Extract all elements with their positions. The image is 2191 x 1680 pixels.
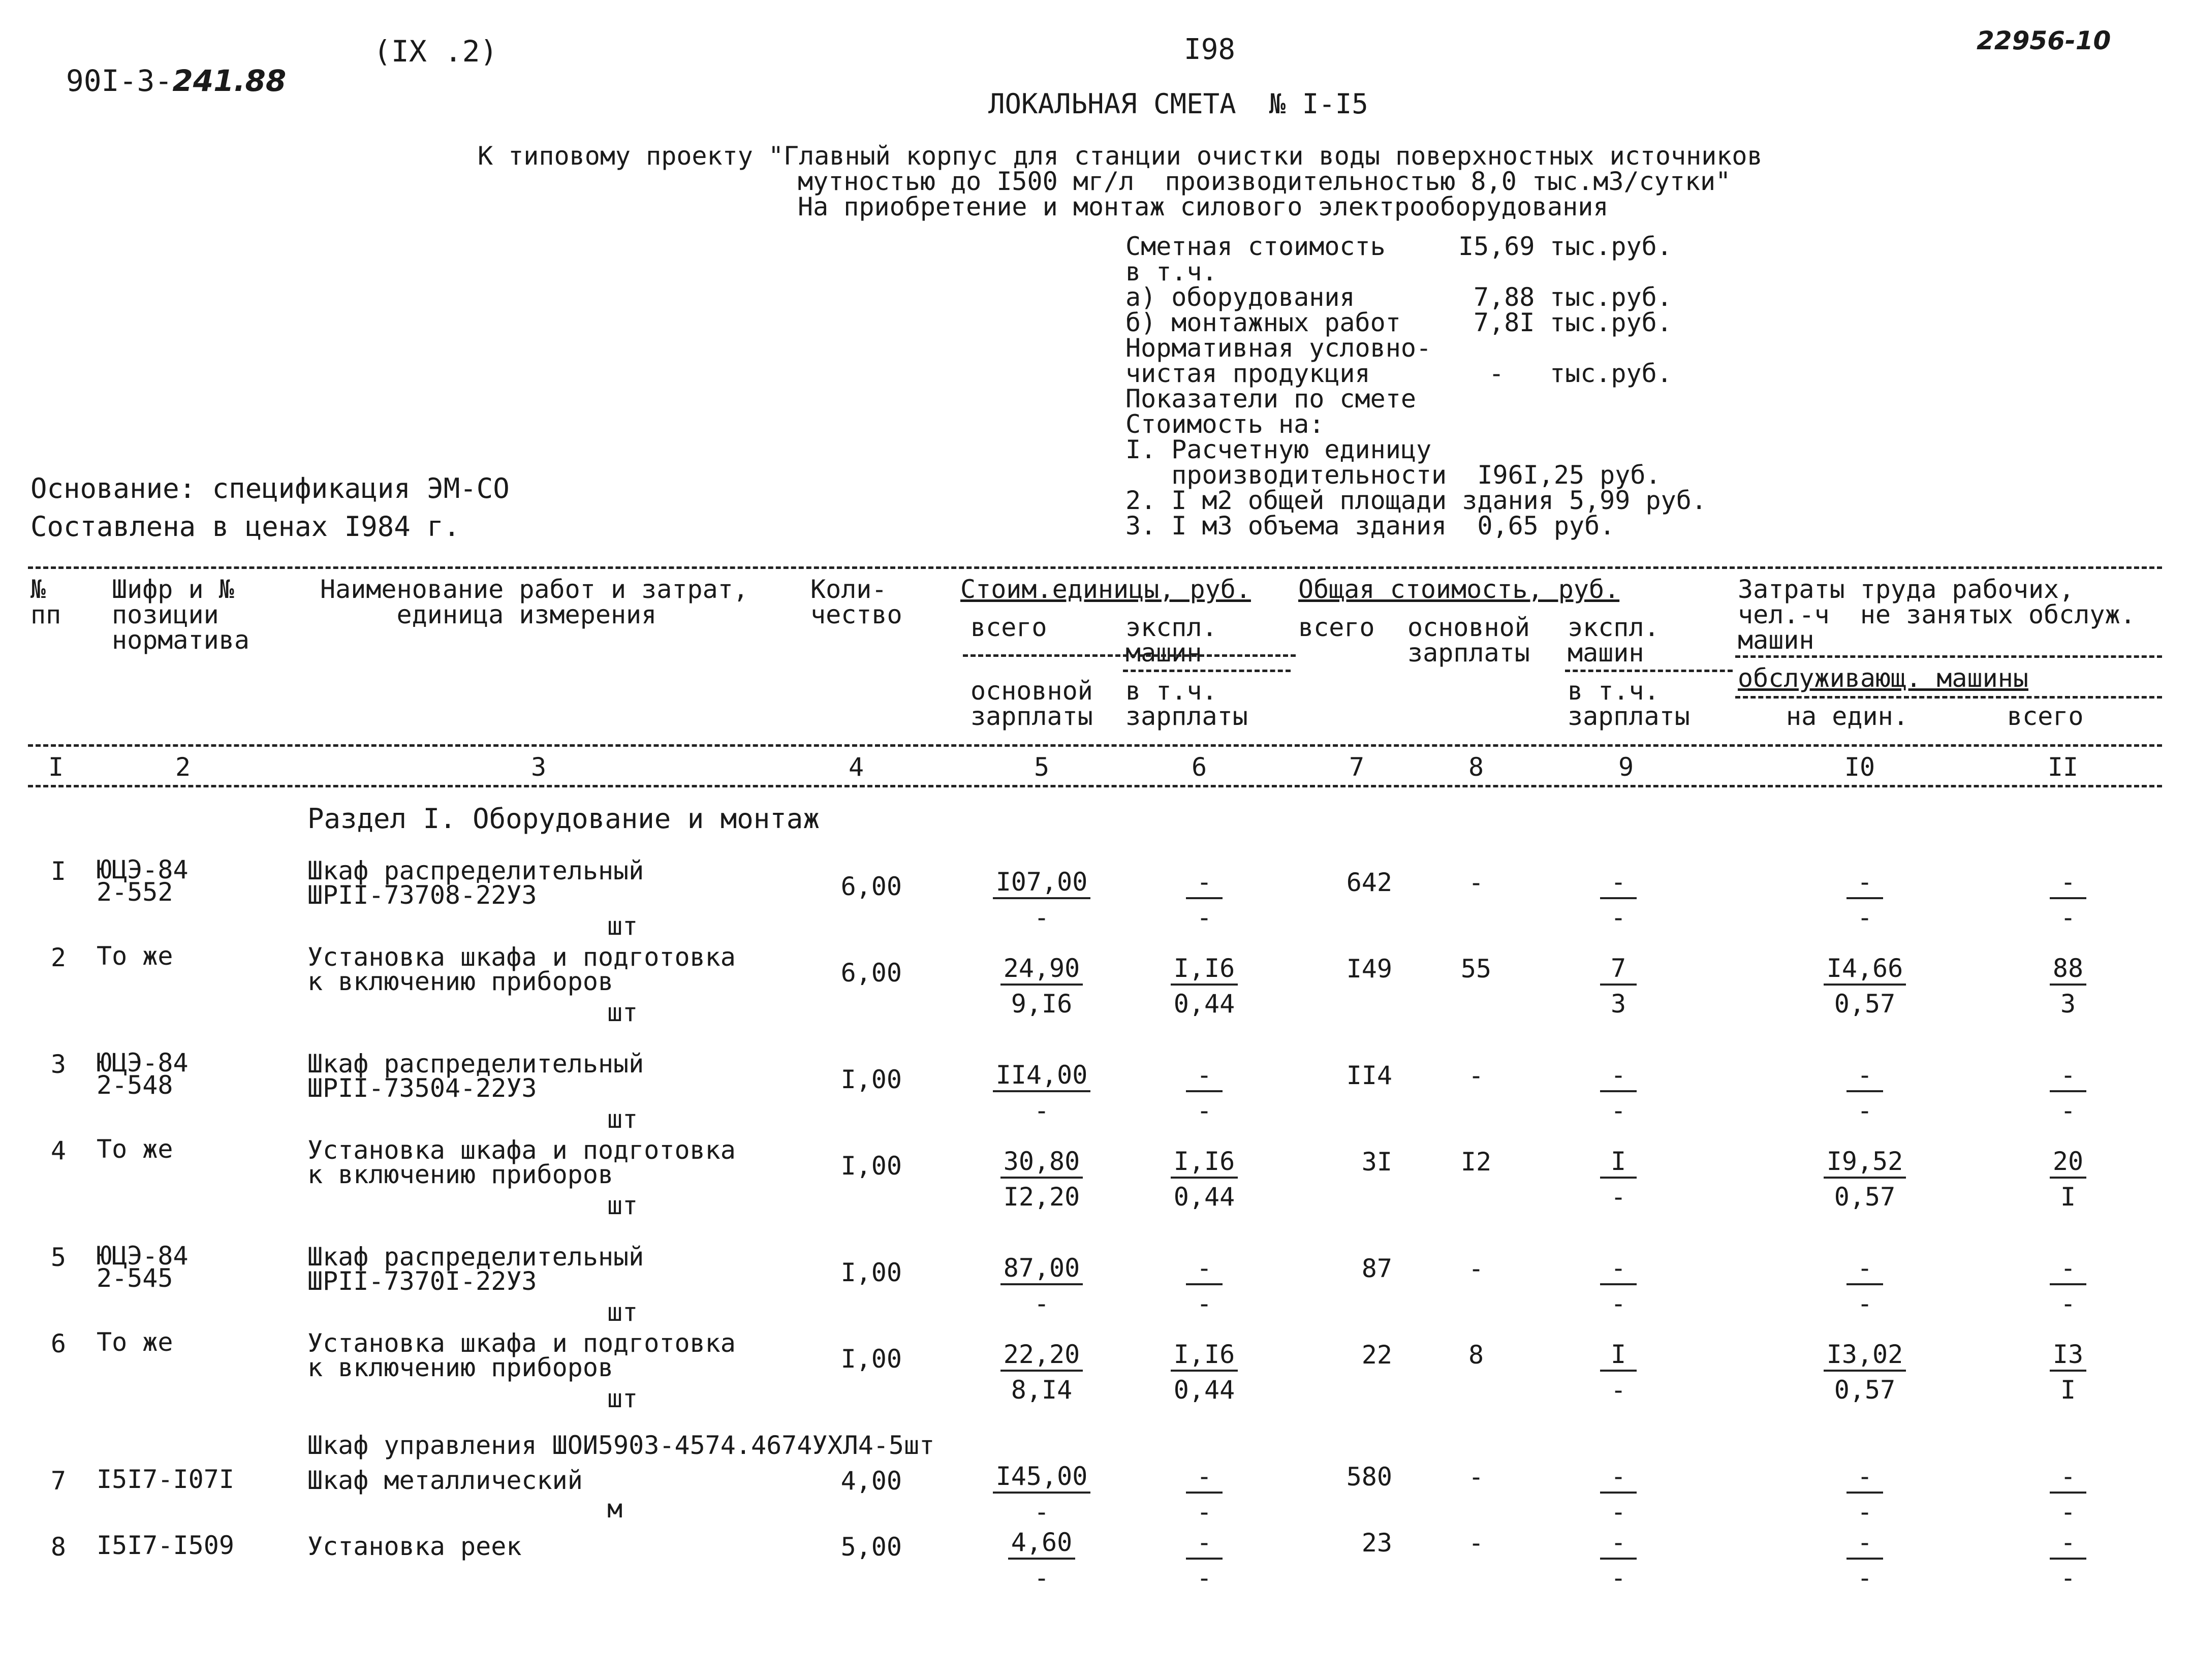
- archive-stamp: 22956-10: [1977, 26, 2111, 55]
- price-basis-note: Составлена в ценах I984 г.: [30, 511, 460, 543]
- row-code: I5I7-I07I: [97, 1465, 234, 1494]
- project-line-1: К типовому проекту "Главный корпус для станции очистки воды поверхностных источников: [478, 141, 1763, 171]
- summary-value: 7,8I: [1474, 308, 1535, 337]
- fraction-numerator: -: [1846, 1529, 1883, 1560]
- fraction-denominator: -: [1196, 903, 1212, 932]
- subheading: Шкаф управления ШОИ5903-4574.4674УХЛ4-5шт: [307, 1431, 935, 1460]
- row-fraction-c6: [1138, 955, 1270, 1020]
- row-fraction-c5: [976, 1255, 1108, 1320]
- row-fraction-c9: [1552, 1341, 1684, 1406]
- row-name: Установка шкафа и подготовка к включению приборов: [307, 1135, 736, 1189]
- fraction-numerator: -: [2050, 1529, 2086, 1560]
- fraction-denominator: -: [1857, 1563, 1873, 1593]
- row-fraction-c9: [1552, 1463, 1684, 1528]
- fraction-denominator: -: [1610, 903, 1626, 932]
- row-unit: шт: [607, 1191, 638, 1220]
- row-quantity: 6,00: [840, 872, 902, 901]
- row-unit: м: [607, 1494, 623, 1524]
- fraction-numerator: -: [1186, 869, 1223, 899]
- row-number: 3: [50, 1050, 66, 1079]
- fraction-numerator: 87,00: [1000, 1255, 1083, 1285]
- fraction-denominator: -: [1034, 1563, 1050, 1593]
- header-quantity: Коли- чество: [810, 575, 902, 629]
- row-fraction-c6: [1138, 1529, 1270, 1594]
- row-fraction-c11: [2002, 1255, 2134, 1320]
- header-code: Шифр и № позиции норматива: [112, 575, 249, 655]
- fraction-numerator: 24,90: [1000, 955, 1083, 986]
- fraction-numerator: I: [1600, 1341, 1637, 1372]
- column-number: 7: [1349, 752, 1365, 782]
- fraction-denominator: 0,57: [1834, 989, 1896, 1019]
- fraction-numerator: -: [1186, 1463, 1223, 1494]
- row-fraction-c5: [976, 1341, 1108, 1406]
- fraction-denominator: 0,57: [1834, 1375, 1896, 1405]
- row-fraction-c11: [2002, 1341, 2134, 1406]
- row-number: 8: [50, 1532, 66, 1562]
- row-fraction-c5: [976, 1529, 1108, 1594]
- header-sub-rule: [1735, 696, 2162, 699]
- row-fraction-c10: [1799, 1255, 1931, 1320]
- document-title: ЛОКАЛЬНАЯ СМЕТА № I-I5: [988, 88, 1368, 120]
- fraction-numerator: -: [1186, 1529, 1223, 1560]
- row-fraction-c10: [1799, 1463, 1931, 1528]
- fraction-denominator: I: [2060, 1182, 2076, 1212]
- header-unit-total: всего: [971, 613, 1047, 642]
- row-total-wages: 8: [1468, 1340, 1484, 1370]
- fraction-numerator: 30,80: [1000, 1148, 1083, 1179]
- row-fraction-c11: [2002, 1062, 2134, 1127]
- row-number: 4: [50, 1136, 66, 1165]
- row-fraction-c9: [1552, 1255, 1684, 1320]
- row-unit: шт: [607, 1297, 638, 1327]
- header-total-wages: основной зарплаты: [1407, 613, 1530, 668]
- row-total-wages: -: [1468, 1061, 1484, 1090]
- row-fraction-c11: [2002, 1463, 2134, 1528]
- fraction-numerator: 20: [2050, 1148, 2086, 1179]
- fraction-denominator: -: [2060, 1289, 2076, 1318]
- header-labor-per-unit: на един.: [1786, 702, 1908, 731]
- summary-value: I5,69: [1458, 232, 1535, 261]
- column-number: I: [48, 752, 64, 782]
- header-total-machines: экспл. машин: [1568, 613, 1660, 668]
- summary-label: а) оборудования: [1125, 282, 1355, 312]
- row-fraction-c11: [2002, 1148, 2134, 1213]
- row-fraction-c9: [1552, 1148, 1684, 1213]
- summary-unit: тыс.руб.: [1550, 232, 1672, 261]
- row-fraction-c11: [2002, 1529, 2134, 1594]
- summary-label: 2. I м2 общей площади здания 5,99 руб.: [1125, 486, 1707, 515]
- fraction-denominator: 9,I6: [1011, 989, 1073, 1019]
- fraction-denominator: -: [1857, 1497, 1873, 1527]
- row-number: 2: [50, 943, 66, 972]
- row-total-wages: I2: [1460, 1147, 1492, 1177]
- summary-unit: тыс.руб.: [1550, 359, 1672, 388]
- fraction-denominator: -: [1610, 1563, 1626, 1593]
- summary-label: Сметная стоимость: [1125, 232, 1386, 261]
- row-name: Шкаф распределительный ШРII-73708-22У3: [307, 856, 644, 910]
- fraction-numerator: -: [2050, 869, 2086, 899]
- row-total-cost: 22: [1361, 1340, 1392, 1370]
- header-labor-serving: обслуживающ. машины: [1738, 663, 2028, 693]
- header-unit-machine-wages: в т.ч. зарплаты: [1125, 676, 1248, 731]
- row-quantity: 4,00: [840, 1466, 902, 1496]
- fraction-numerator: I,I6: [1171, 1148, 1238, 1179]
- row-code: I5I7-I509: [97, 1531, 234, 1560]
- header-top-rule: [28, 566, 2162, 569]
- fraction-numerator: -: [1846, 1463, 1883, 1494]
- row-name: Шкаф распределительный ШРII-73504-22У3: [307, 1049, 644, 1103]
- row-quantity: I,00: [840, 1344, 902, 1374]
- fraction-denominator: -: [1610, 1497, 1626, 1527]
- fraction-numerator: I9,52: [1824, 1148, 1906, 1179]
- fraction-denominator: 0,44: [1173, 1182, 1235, 1212]
- row-unit: шт: [607, 911, 638, 941]
- row-fraction-c5: [976, 1148, 1108, 1213]
- fraction-denominator: -: [1034, 1096, 1050, 1125]
- row-fraction-c10: [1799, 1341, 1931, 1406]
- summary-label: I. Расчетную единицу: [1125, 435, 1432, 464]
- fraction-denominator: -: [1196, 1096, 1212, 1125]
- row-fraction-c6: [1138, 1255, 1270, 1320]
- fraction-denominator: -: [2060, 1497, 2076, 1527]
- row-quantity: I,00: [840, 1065, 902, 1094]
- fraction-numerator: I4,66: [1824, 955, 1906, 986]
- column-number: 4: [848, 752, 864, 782]
- row-fraction-c5: [976, 955, 1108, 1020]
- fraction-numerator: 88: [2050, 955, 2086, 986]
- header-name: Наименование работ и затрат, единица измерения: [320, 575, 748, 629]
- summary-label: Стоимость на:: [1125, 409, 1325, 439]
- row-total-cost: 3I: [1361, 1147, 1392, 1177]
- fraction-denominator: -: [1034, 903, 1050, 932]
- row-fraction-c11: [2002, 869, 2134, 934]
- row-fraction-c9: [1552, 1529, 1684, 1594]
- fraction-numerator: -: [1186, 1255, 1223, 1285]
- row-code: То же: [97, 1327, 173, 1357]
- header-bottom-rule: [28, 744, 2162, 747]
- page-number: I98: [1184, 33, 1236, 66]
- row-total-cost: 23: [1361, 1528, 1392, 1558]
- part-number: (IX .2): [373, 34, 498, 69]
- project-line-3: На приобретение и монтаж силового электрооборудования: [798, 192, 1609, 221]
- row-name: Установка шкафа и подготовка к включению приборов: [307, 942, 736, 996]
- summary-label: 3. I м3 объема здания 0,65 руб.: [1125, 511, 1615, 541]
- row-fraction-c5: [976, 1463, 1108, 1528]
- fraction-numerator: -: [1846, 1255, 1883, 1285]
- header-sub-rule: [1565, 670, 1733, 672]
- project-line-2: мутностью до I500 мг/л производительностью 8,0 тыс.м3/сутки": [798, 167, 1731, 196]
- row-total-cost: II4: [1346, 1061, 1392, 1090]
- summary-label: чистая продукция: [1125, 359, 1370, 388]
- fraction-denominator: -: [1857, 1096, 1873, 1125]
- row-number: 7: [50, 1466, 66, 1496]
- fraction-denominator: -: [1196, 1563, 1212, 1593]
- header-total-machine-wages: в т.ч. зарплаты: [1568, 676, 1690, 731]
- row-fraction-c6: [1138, 1062, 1270, 1127]
- row-fraction-c11: [2002, 955, 2134, 1020]
- row-unit: шт: [607, 1384, 638, 1413]
- document-code-handwritten: 241.88: [172, 64, 287, 98]
- column-number: 5: [1034, 752, 1050, 782]
- row-total-cost: 87: [1361, 1254, 1392, 1283]
- row-code: То же: [97, 1134, 173, 1164]
- fraction-denominator: -: [1610, 1096, 1626, 1125]
- fraction-denominator: -: [1196, 1289, 1212, 1318]
- fraction-numerator: -: [1186, 1062, 1223, 1092]
- row-total-wages: -: [1468, 1528, 1484, 1558]
- fraction-numerator: -: [1600, 1062, 1637, 1092]
- row-number: 6: [50, 1329, 66, 1358]
- row-total-cost: I49: [1346, 954, 1392, 984]
- row-total-cost: 580: [1346, 1462, 1392, 1492]
- row-name: Установка реек: [307, 1532, 522, 1561]
- document-code-print: 90I-3-: [66, 64, 173, 98]
- fraction-denominator: -: [1034, 1289, 1050, 1318]
- row-unit: шт: [607, 1104, 638, 1134]
- fraction-numerator: 4,60: [1008, 1529, 1075, 1560]
- row-fraction-c10: [1799, 869, 1931, 934]
- fraction-numerator: I45,00: [993, 1463, 1091, 1494]
- row-code: ЮЦЭ-84 2-548: [97, 1048, 189, 1100]
- header-number: № пп: [30, 575, 61, 629]
- row-fraction-c10: [1799, 1148, 1931, 1213]
- row-fraction-c10: [1799, 1062, 1931, 1127]
- row-total-wages: 55: [1460, 954, 1492, 984]
- row-name: Шкаф распределительный ШРII-7370I-22У3: [307, 1242, 644, 1296]
- header-sub-rule: [1735, 655, 2162, 658]
- fraction-numerator: -: [1600, 1255, 1637, 1285]
- fraction-numerator: I07,00: [993, 869, 1091, 899]
- fraction-denominator: 3: [1610, 989, 1626, 1019]
- document-code: [30, 37, 286, 96]
- header-sub-rule: [1123, 670, 1291, 672]
- row-fraction-c10: [1799, 955, 1931, 1020]
- fraction-numerator: 7: [1600, 955, 1637, 986]
- column-number: 3: [530, 752, 547, 782]
- row-quantity: I,00: [840, 1258, 902, 1287]
- fraction-numerator: II4,00: [993, 1062, 1091, 1092]
- row-name: Шкаф металлический: [307, 1466, 583, 1495]
- fraction-denominator: -: [1196, 1497, 1212, 1527]
- row-fraction-c9: [1552, 869, 1684, 934]
- row-total-wages: -: [1468, 1462, 1484, 1492]
- row-quantity: 5,00: [840, 1532, 902, 1562]
- header-labor-total: всего: [2007, 702, 2084, 731]
- fraction-denominator: -: [2060, 1563, 2076, 1593]
- fraction-denominator: I2,20: [1003, 1182, 1080, 1212]
- row-number: 5: [50, 1243, 66, 1272]
- fraction-numerator: I,I6: [1171, 955, 1238, 986]
- row-fraction-c6: [1138, 1463, 1270, 1528]
- fraction-numerator: I3: [2050, 1341, 2086, 1372]
- fraction-denominator: -: [2060, 1096, 2076, 1125]
- fraction-numerator: I3,02: [1824, 1341, 1906, 1372]
- row-fraction-c6: [1138, 869, 1270, 934]
- row-code: То же: [97, 941, 173, 971]
- column-number: 9: [1618, 752, 1634, 782]
- row-quantity: I,00: [840, 1151, 902, 1181]
- summary-label: в т.ч.: [1125, 257, 1217, 287]
- fraction-denominator: 8,I4: [1011, 1375, 1073, 1405]
- fraction-denominator: 0,44: [1173, 1375, 1235, 1405]
- row-fraction-c6: [1138, 1148, 1270, 1213]
- fraction-numerator: 22,20: [1000, 1341, 1083, 1372]
- summary-label: Нормативная условно-: [1125, 333, 1432, 363]
- header-unit-machines: экспл. машин: [1125, 613, 1217, 668]
- fraction-numerator: -: [1600, 1529, 1637, 1560]
- section-heading: Раздел I. Оборудование и монтаж: [307, 803, 820, 835]
- fraction-denominator: -: [1857, 1289, 1873, 1318]
- summary-value: -: [1489, 359, 1505, 388]
- column-number: 2: [175, 752, 191, 782]
- fraction-numerator: I: [1600, 1148, 1637, 1179]
- row-fraction-c6: [1138, 1341, 1270, 1406]
- summary-unit: тыс.руб.: [1550, 282, 1672, 312]
- summary-label: Показатели по смете: [1125, 384, 1416, 414]
- column-number: 8: [1468, 752, 1484, 782]
- row-total-wages: -: [1468, 1254, 1484, 1283]
- fraction-numerator: -: [1846, 1062, 1883, 1092]
- row-number: I: [50, 857, 66, 886]
- row-code: ЮЦЭ-84 2-545: [97, 1241, 189, 1293]
- fraction-denominator: -: [1034, 1497, 1050, 1527]
- fraction-numerator: -: [1600, 869, 1637, 899]
- fraction-denominator: -: [1610, 1375, 1626, 1405]
- column-numbers-rule: [28, 785, 2162, 787]
- row-total-cost: 642: [1346, 868, 1392, 897]
- fraction-numerator: I,I6: [1171, 1341, 1238, 1372]
- row-fraction-c5: [976, 869, 1108, 934]
- fraction-denominator: I: [2060, 1375, 2076, 1405]
- summary-unit: тыс.руб.: [1550, 308, 1672, 337]
- summary-value: 7,88: [1474, 282, 1535, 312]
- row-fraction-c5: [976, 1062, 1108, 1127]
- fraction-denominator: -: [1610, 1289, 1626, 1318]
- header-unit-cost: Стоим.единицы, руб.: [960, 575, 1251, 604]
- row-unit: шт: [607, 998, 638, 1027]
- fraction-denominator: -: [1857, 903, 1873, 932]
- row-fraction-c9: [1552, 955, 1684, 1020]
- fraction-denominator: -: [2060, 903, 2076, 932]
- fraction-numerator: -: [2050, 1463, 2086, 1494]
- summary-label: производительности I96I,25 руб.: [1125, 460, 1661, 490]
- fraction-numerator: -: [1600, 1463, 1637, 1494]
- fraction-denominator: 0,44: [1173, 989, 1235, 1019]
- header-total-cost: Общая стоимость, руб.: [1298, 575, 1620, 604]
- fraction-numerator: -: [1846, 869, 1883, 899]
- column-number: II: [2047, 752, 2079, 782]
- column-number: I0: [1844, 752, 1875, 782]
- row-name: Установка шкафа и подготовка к включению приборов: [307, 1328, 736, 1382]
- header-labor: Затраты труда рабочих, чел.-ч не занятых обслуж. машин: [1738, 575, 2136, 655]
- summary-label: б) монтажных работ: [1125, 308, 1401, 337]
- basis-note: Основание: спецификация ЭМ-СО: [30, 472, 510, 504]
- header-total: всего: [1298, 613, 1375, 642]
- row-total-wages: -: [1468, 868, 1484, 897]
- fraction-denominator: 3: [2060, 989, 2076, 1019]
- column-number: 6: [1191, 752, 1207, 782]
- row-quantity: 6,00: [840, 958, 902, 988]
- row-fraction-c10: [1799, 1529, 1931, 1594]
- header-sub-rule: [963, 654, 1296, 657]
- header-unit-wages: основной зарплаты: [971, 676, 1093, 731]
- fraction-denominator: -: [1610, 1182, 1626, 1212]
- fraction-numerator: -: [2050, 1062, 2086, 1092]
- row-code: ЮЦЭ-84 2-552: [97, 855, 189, 907]
- fraction-denominator: 0,57: [1834, 1182, 1896, 1212]
- fraction-numerator: -: [2050, 1255, 2086, 1285]
- row-fraction-c9: [1552, 1062, 1684, 1127]
